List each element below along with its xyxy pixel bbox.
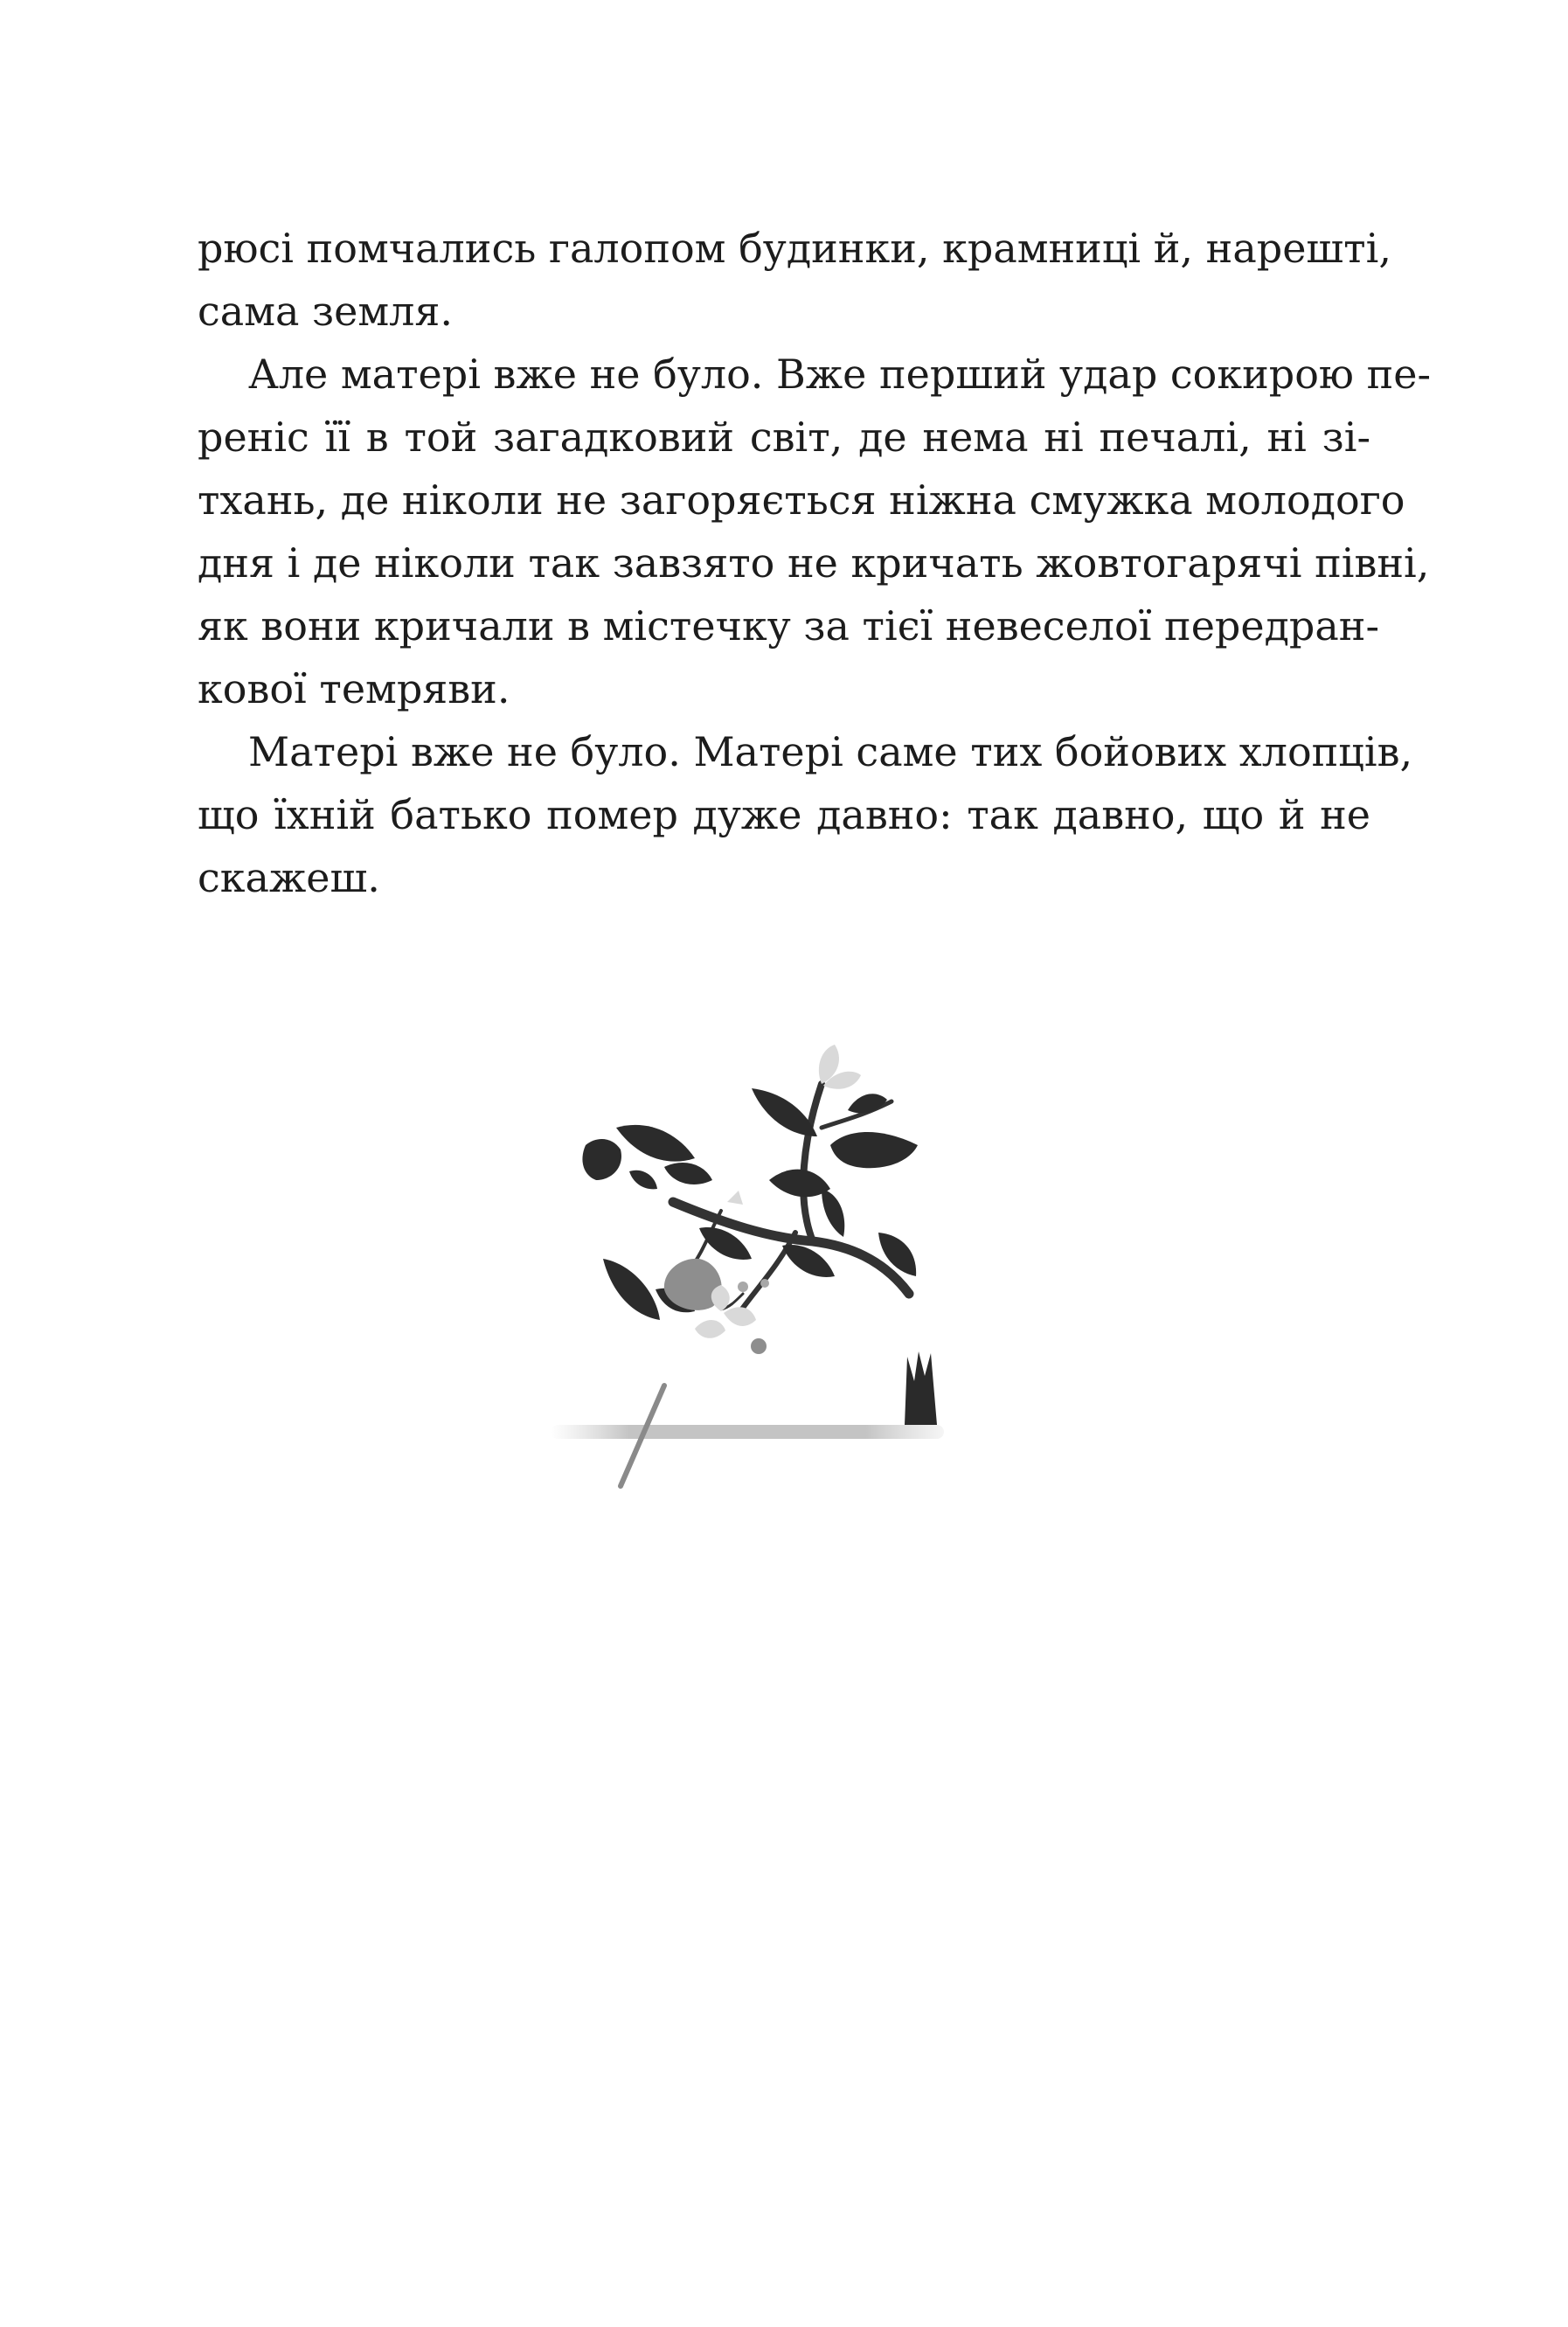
- leaf-shape: [769, 1170, 830, 1198]
- leaf-shape: [616, 1125, 695, 1162]
- upright-branch: [803, 1084, 822, 1241]
- flower-bud: [727, 1191, 743, 1205]
- body-text: [198, 217, 1432, 909]
- text-line: дня і де ніколи так завзято не кричать жовтогарячі півні,: [198, 539, 1430, 587]
- leaf-shape: [848, 1094, 887, 1113]
- leaf-shape: [664, 1163, 712, 1184]
- text-line: Матері вже не було. Матері саме тих бойових хлопців,: [248, 728, 1413, 775]
- flowering-branch-icon: [533, 1005, 953, 1504]
- leaf-shape: [629, 1170, 657, 1190]
- berry-shape: [751, 1338, 767, 1354]
- berry-shape: [760, 1279, 769, 1288]
- text-line: реніс її в той загадковий світ, де нема ні печалі, ні зі-: [198, 413, 1370, 461]
- tree-stump: [905, 1351, 937, 1425]
- text-line: Але матері вже не було. Вже перший удар сокирою пе-: [248, 351, 1432, 398]
- leaf-shape: [752, 1088, 817, 1136]
- text-line: кової темряви.: [198, 665, 510, 712]
- text-line: сама земля.: [198, 288, 453, 335]
- text-line: що їхній батько помер дуже давно: так давно, що й не: [198, 791, 1370, 838]
- ground-shadow: [551, 1425, 944, 1439]
- leaf-shape: [830, 1132, 918, 1168]
- leaf-shape: [822, 1189, 844, 1237]
- berry-shape: [738, 1282, 748, 1292]
- text-line: рюсі помчались галопом будинки, крамниці й, нарешті,: [198, 225, 1391, 272]
- flower-petal: [724, 1307, 756, 1326]
- text-line: скажеш.: [198, 854, 380, 901]
- text-line: тхань, де ніколи не загоряється ніжна смужка молодого: [198, 476, 1405, 524]
- flower-petal: [695, 1320, 725, 1338]
- text-line: як вони кричали в містечку за тієї невеселої передран-: [198, 602, 1379, 649]
- leaf-shape: [782, 1245, 835, 1277]
- leaf-shape: [603, 1259, 660, 1320]
- leaf-shape: [582, 1139, 621, 1180]
